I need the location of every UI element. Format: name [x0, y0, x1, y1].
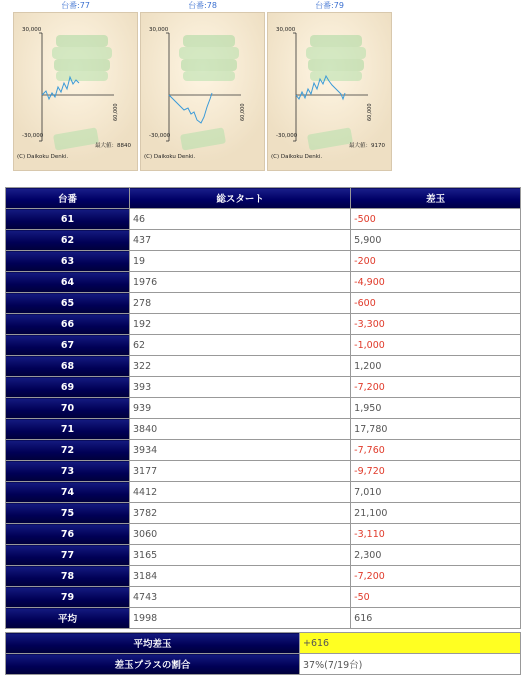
machine-id-cell: 77 — [6, 545, 130, 566]
diff-cell: 1,950 — [351, 398, 521, 419]
y-top-label: 30,000 — [22, 27, 42, 33]
graph-title[interactable]: 台番:78 — [188, 1, 217, 10]
total-start-cell: 322 — [130, 356, 351, 377]
machine-id-cell: 62 — [6, 230, 130, 251]
diff-cell: -200 — [351, 251, 521, 272]
table-row — [6, 566, 521, 587]
x-end-label: 60,000 — [113, 103, 119, 121]
diff-cell: -4,900 — [351, 272, 521, 293]
total-start-cell: 4412 — [130, 482, 351, 503]
table-body — [6, 209, 521, 629]
machine-table — [5, 187, 521, 629]
machine-id-cell: 74 — [6, 482, 130, 503]
y-top-label: 30,000 — [149, 27, 169, 33]
diff-cell: 2,300 — [351, 545, 521, 566]
x-end-label: 60,000 — [240, 103, 246, 121]
diff-cell: -50 — [351, 587, 521, 608]
diff-cell: -9,720 — [351, 461, 521, 482]
table-row — [6, 587, 521, 608]
table-row — [6, 419, 521, 440]
total-start-cell: 1998 — [130, 608, 351, 629]
diff-cell: 17,780 — [351, 419, 521, 440]
max-value-label: 最大値：8840 — [95, 143, 131, 149]
col-header-start: 総スタート — [130, 188, 351, 209]
machine-id-cell: 70 — [6, 398, 130, 419]
machine-id-cell: 61 — [6, 209, 130, 230]
total-start-cell: 939 — [130, 398, 351, 419]
y-bottom-label: -30,000 — [149, 133, 171, 139]
table-row — [6, 314, 521, 335]
average-diff-value: +616 — [300, 633, 521, 654]
total-start-cell: 3184 — [130, 566, 351, 587]
total-start-cell: 3060 — [130, 524, 351, 545]
table-row — [6, 293, 521, 314]
machine-id-cell: 72 — [6, 440, 130, 461]
total-start-cell: 3840 — [130, 419, 351, 440]
graph-svg — [141, 13, 264, 170]
machine-id-cell: 73 — [6, 461, 130, 482]
table-row — [6, 461, 521, 482]
diff-cell: -7,200 — [351, 377, 521, 398]
diff-cell: -3,110 — [351, 524, 521, 545]
summary-row-ratio — [6, 654, 521, 675]
table-row — [6, 503, 521, 524]
col-header-id: 台番 — [6, 188, 130, 209]
table-row — [6, 230, 521, 251]
table-row — [6, 272, 521, 293]
table-row — [6, 251, 521, 272]
machine-id-cell: 78 — [6, 566, 130, 587]
diff-cell: -1,000 — [351, 335, 521, 356]
plus-ratio-label: 差玉プラスの割合 — [6, 654, 300, 675]
diff-cell: -7,200 — [351, 566, 521, 587]
table-row — [6, 377, 521, 398]
y-bottom-label: -30,000 — [22, 133, 44, 139]
diff-cell: -7,760 — [351, 440, 521, 461]
table-row — [6, 356, 521, 377]
graph-78 — [140, 0, 265, 160]
graph-box[interactable] — [13, 12, 138, 171]
diff-cell: 21,100 — [351, 503, 521, 524]
average-diff-label: 平均差玉 — [6, 633, 300, 654]
total-start-cell: 19 — [130, 251, 351, 272]
max-value-label: 最大値：9170 — [349, 143, 385, 149]
summary-table — [5, 632, 521, 675]
table-row — [6, 335, 521, 356]
table-row — [6, 398, 521, 419]
copyright-label: (C) Daikoku Denki. — [17, 154, 69, 160]
table-row — [6, 482, 521, 503]
graph-79 — [267, 0, 392, 160]
col-header-diff: 差玉 — [351, 188, 521, 209]
machine-id-cell: 79 — [6, 587, 130, 608]
total-start-cell: 62 — [130, 335, 351, 356]
machine-id-cell: 75 — [6, 503, 130, 524]
graph-box[interactable] — [267, 12, 392, 171]
copyright-label: (C) Daikoku Denki. — [271, 154, 323, 160]
graph-title[interactable]: 台番:79 — [315, 1, 344, 10]
y-top-label: 30,000 — [276, 27, 296, 33]
graph-77 — [13, 0, 138, 160]
machine-id-cell: 68 — [6, 356, 130, 377]
table-row — [6, 524, 521, 545]
diff-cell: -500 — [351, 209, 521, 230]
machine-id-cell: 平均 — [6, 608, 130, 629]
machine-id-cell: 65 — [6, 293, 130, 314]
total-start-cell: 46 — [130, 209, 351, 230]
diff-cell: 5,900 — [351, 230, 521, 251]
diff-cell: -600 — [351, 293, 521, 314]
table-row — [6, 608, 521, 629]
machine-id-cell: 64 — [6, 272, 130, 293]
machine-id-cell: 71 — [6, 419, 130, 440]
machine-id-cell: 66 — [6, 314, 130, 335]
graph-title[interactable]: 台番:77 — [61, 1, 90, 10]
table-row — [6, 209, 521, 230]
total-start-cell: 393 — [130, 377, 351, 398]
y-bottom-label: -30,000 — [276, 133, 298, 139]
diff-cell: 616 — [351, 608, 521, 629]
machine-id-cell: 69 — [6, 377, 130, 398]
machine-id-cell: 67 — [6, 335, 130, 356]
total-start-cell: 3177 — [130, 461, 351, 482]
summary-row-average — [6, 633, 521, 654]
table-header-row — [6, 188, 521, 209]
diff-cell: -3,300 — [351, 314, 521, 335]
table-row — [6, 440, 521, 461]
total-start-cell: 3165 — [130, 545, 351, 566]
copyright-label: (C) Daikoku Denki. — [144, 154, 196, 160]
machine-id-cell: 76 — [6, 524, 130, 545]
total-start-cell: 278 — [130, 293, 351, 314]
total-start-cell: 4743 — [130, 587, 351, 608]
graph-box[interactable] — [140, 12, 265, 171]
total-start-cell: 3934 — [130, 440, 351, 461]
graph-panel — [0, 0, 400, 172]
plus-ratio-value: 37%(7/19台) — [300, 654, 521, 675]
total-start-cell: 1976 — [130, 272, 351, 293]
total-start-cell: 192 — [130, 314, 351, 335]
machine-id-cell: 63 — [6, 251, 130, 272]
diff-cell: 7,010 — [351, 482, 521, 503]
total-start-cell: 437 — [130, 230, 351, 251]
diff-cell: 1,200 — [351, 356, 521, 377]
total-start-cell: 3782 — [130, 503, 351, 524]
table-row — [6, 545, 521, 566]
x-end-label: 60,000 — [367, 103, 373, 121]
